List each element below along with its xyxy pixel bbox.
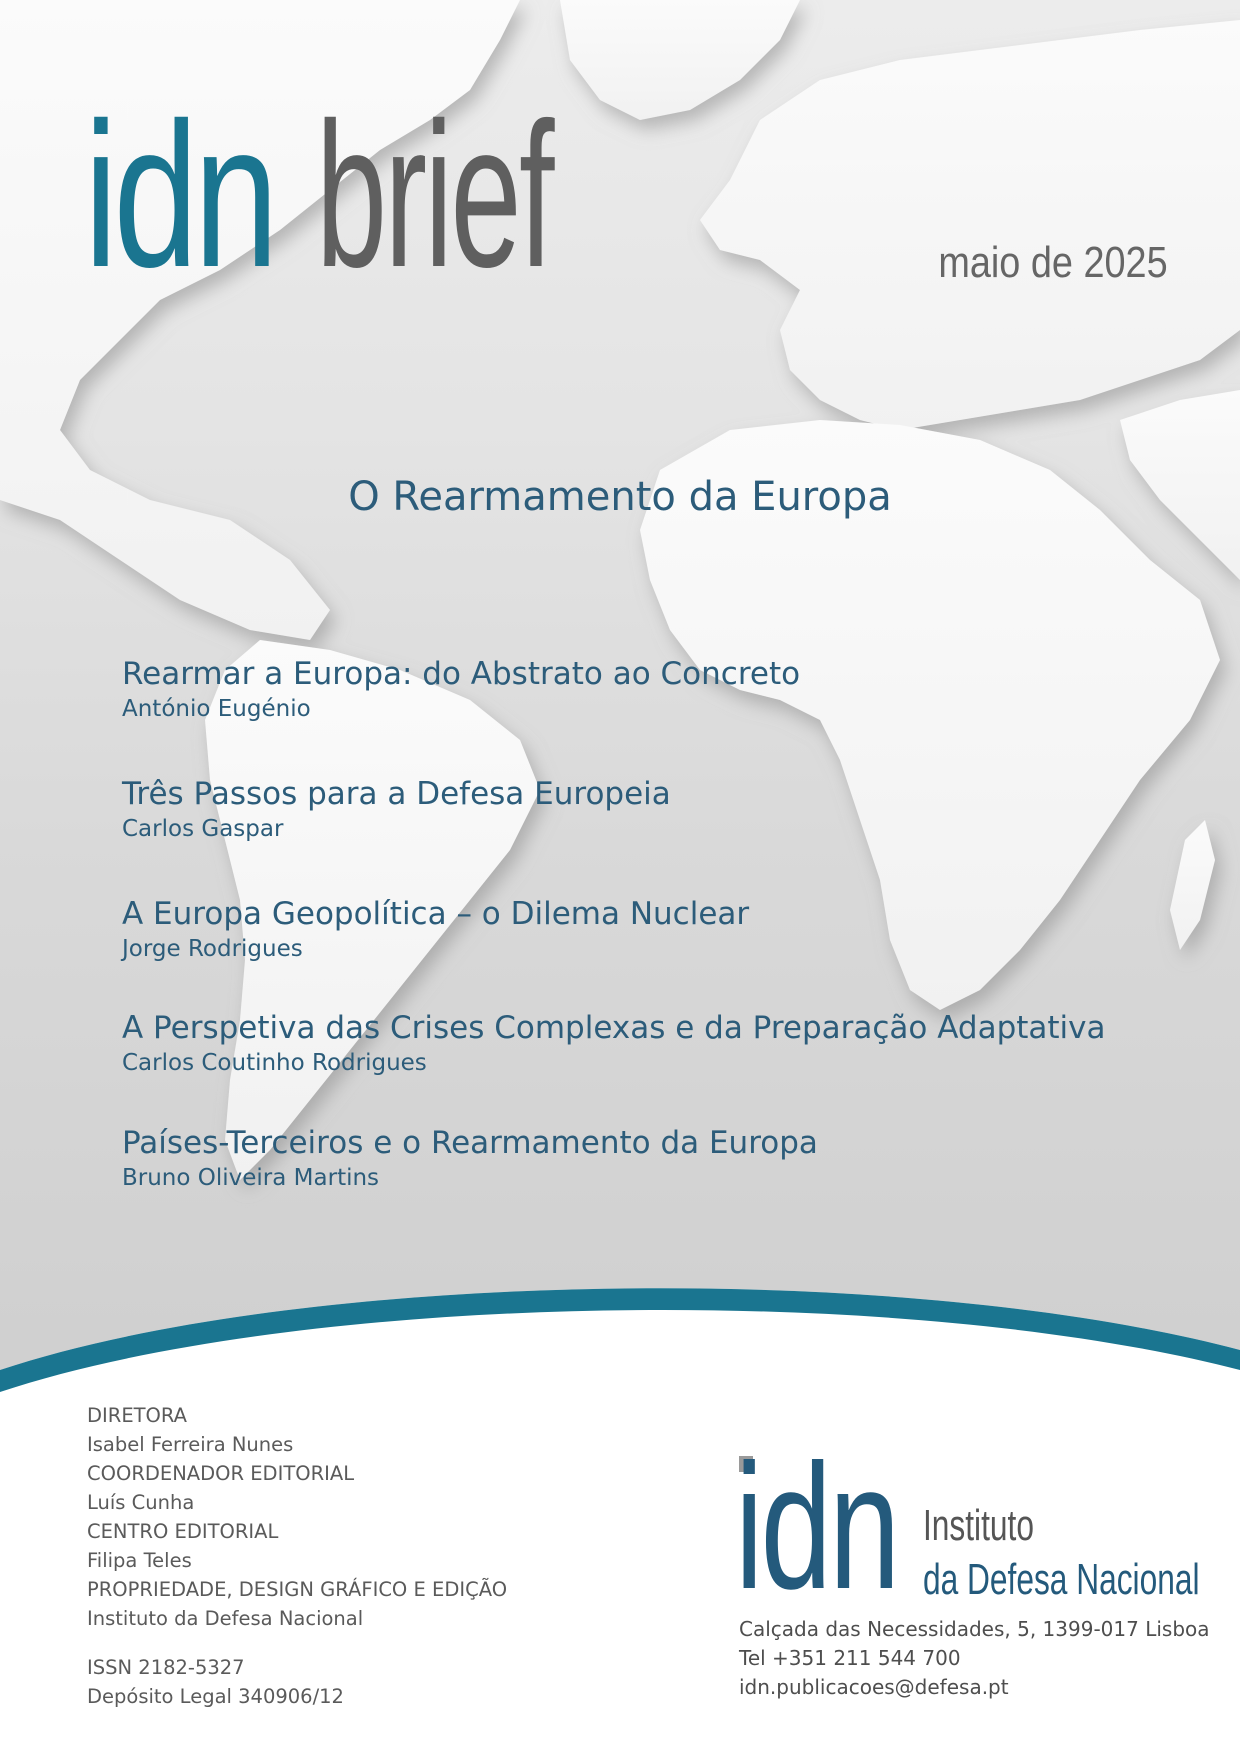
- editorial-coordinator-label: COORDENADOR EDITORIAL: [87, 1462, 355, 1485]
- article-item: [122, 654, 800, 724]
- article-title: Países-Terceiros e o Rearmamento da Europa: [122, 1125, 818, 1161]
- issn: ISSN 2182-5327: [87, 1656, 245, 1679]
- article-item: [122, 894, 749, 964]
- institute-phone: Tel +351 211 544 700: [739, 1646, 961, 1670]
- ownership-label: PROPRIEDADE, DESIGN GRÁFICO E EDIÇÃO: [87, 1578, 508, 1601]
- article-item: [122, 1123, 818, 1193]
- institute-logo: [735, 1427, 1200, 1626]
- owner-name: Instituto da Defesa Nacional: [87, 1607, 364, 1630]
- article-author: Jorge Rodrigues: [122, 936, 303, 962]
- brand-idn: idn: [84, 80, 275, 310]
- issue-date: maio de 2025: [938, 238, 1168, 287]
- institute-name-line1: Instituto: [923, 1501, 1034, 1550]
- article-title: Rearmar a Europa: do Abstrato ao Concreto: [122, 656, 801, 692]
- article-title: A Europa Geopolítica – o Dilema Nuclear: [122, 896, 750, 932]
- brand-brief: brief: [316, 80, 553, 310]
- editorial-coordinator-name: Luís Cunha: [87, 1491, 195, 1514]
- issue-title: O Rearmamento da Europa: [348, 474, 892, 520]
- article-author: Carlos Coutinho Rodrigues: [122, 1050, 427, 1076]
- editorial-center-name: Filipa Teles: [87, 1549, 192, 1572]
- article-item: [122, 1008, 1106, 1078]
- editorial-credits: [87, 1401, 507, 1711]
- editorial-center-label: CENTRO EDITORIAL: [87, 1520, 279, 1543]
- institute-email[interactable]: idn.publicacoes@defesa.pt: [739, 1675, 1009, 1699]
- institute-logo-mark: idn: [735, 1427, 898, 1626]
- article-author: Bruno Oliveira Martins: [122, 1165, 380, 1191]
- bottom-wave: [0, 1270, 1240, 1400]
- institute-address: Calçada das Necessidades, 5, 1399-017 Lisboa: [739, 1617, 1210, 1641]
- article-title: A Perspetiva das Crises Complexas e da Preparação Adaptativa: [122, 1010, 1106, 1046]
- article-item: [122, 774, 671, 844]
- article-title: Três Passos para a Defesa Europeia: [122, 776, 671, 812]
- director-name: Isabel Ferreira Nunes: [87, 1433, 294, 1456]
- institute-name-line2: da Defesa Nacional: [923, 1555, 1200, 1604]
- institute-contact: [739, 1615, 1210, 1702]
- article-author: Carlos Gaspar: [122, 816, 284, 842]
- director-label: DIRETORA: [87, 1404, 187, 1427]
- article-author: António Eugénio: [122, 696, 311, 722]
- legal-deposit: Depósito Legal 340906/12: [87, 1685, 344, 1708]
